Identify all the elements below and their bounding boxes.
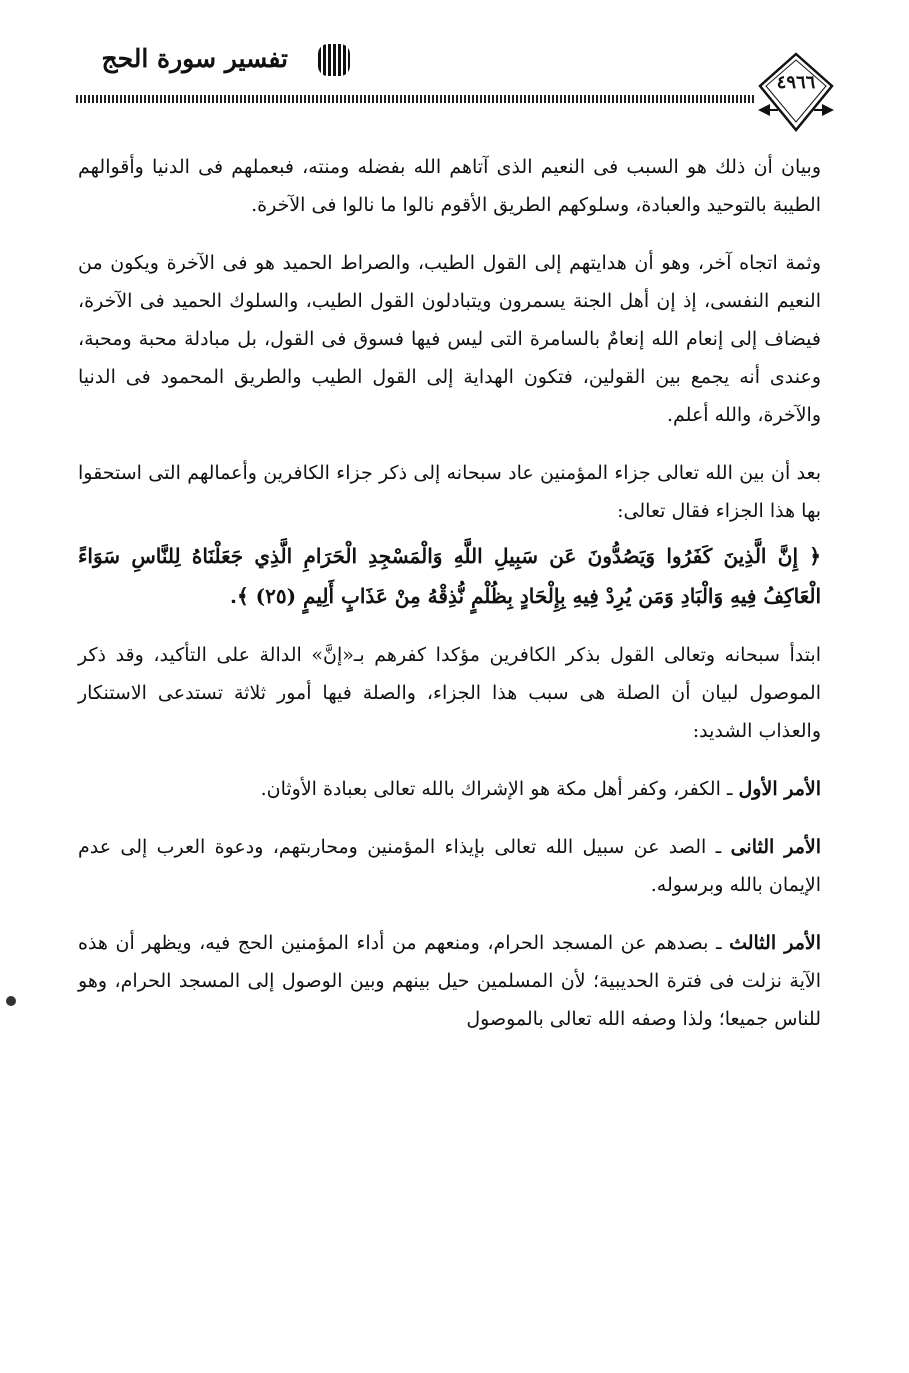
point-term: الأمر الثالث <box>729 932 821 954</box>
paragraph: وبيان أن ذلك هو السبب فى النعيم الذى آتاهم الله بفضله ومنته، فبعملهم فى الدنيا وأقوالهم الطيبة بالتوحيد والعبادة، وسلوكهم الطريق الأقوم نالوا ما نالوا فى الآخرة. <box>78 156 821 216</box>
ornament-icon <box>318 44 350 76</box>
quran-verse: ﴿ إِنَّ الَّذِينَ كَفَرُوا وَيَصُدُّونَ عَن سَبِيلِ اللَّهِ وَالْمَسْجِدِ الْحَرَامِ الَّذِي جَعَلْنَاهُ لِلنَّاسِ سَوَاءً الْعَاكِفُ فِيهِ وَالْبَادِ وَمَن يُرِدْ فِيهِ بِإِلْحَادٍ بِظُلْمٍ نُّذِقْهُ مِنْ عَذَابٍ أَلِيمٍ (٢٥) ﴾. <box>78 544 821 608</box>
list-item <box>78 828 821 904</box>
point-text: ـ الصد عن سبيل الله تعالى بإيذاء المؤمنين ومحاربتهم، ودعوة العرب إلى عدم الإيمان بالله وبرسوله. <box>78 836 821 896</box>
page-badge-icon <box>756 50 836 136</box>
page-body <box>78 148 821 1058</box>
point-text: ـ الكفر، وكفر أهل مكة هو الإشراك بالله تعالى بعبادة الأوثان. <box>260 778 739 800</box>
point-term: الأمر الثانى <box>730 836 822 858</box>
paragraph: ابتدأ سبحانه وتعالى القول بذكر الكافرين مؤكدا كفرهم بـ«إنَّ» الدالة على التأكيد، وقد ذكر الموصول لبيان أن الصلة هى سبب هذا الجزاء، والصلة فيها أمور ثلاثة تستدعى الاستنكار والعذاب الشديد: <box>78 644 821 742</box>
point-term: الأمر الأول <box>738 778 821 800</box>
paragraph: بعد أن بين الله تعالى جزاء المؤمنين عاد سبحانه إلى ذكر جزاء الكافرين وأعمالهم التى استحقوا بها هذا الجزاء فقال تعالى: <box>78 462 821 522</box>
point-text: ـ بصدهم عن المسجد الحرام، ومنعهم من أداء المؤمنين الحج فيه، ويظهر أن هذه الآية نزلت فى فترة الحديبية؛ لأن المسلمين حيل بينهم وبين الوصول إلى المسجد الحرام، وهو للناس جميعا؛ ولذا وصفه الله تعالى بالموصول <box>78 932 821 1030</box>
list-item <box>78 924 821 1038</box>
list-item <box>78 770 821 808</box>
page-number: ٤٩٦٦ <box>776 72 816 93</box>
header-rule <box>76 95 756 103</box>
running-title: تفسير سورة الحج <box>101 44 288 73</box>
paragraph: وثمة اتجاه آخر، وهو أن هدايتهم إلى القول الطيب، والصراط الحميد هو فى الآخرة ويكون من النعيم النفسى، إذ إن أهل الجنة يسمرون ويتبادلون القول الطيب، والسلوك الحميد فى الآخرة، فيضاف إلى إنعام الله إنعامٌ بالسامرة التى ليس فيها فسوق فى القول، بل مبادلة محبة ومحبة، وعندى أنه يجمع بين القولين، فتكون الهداية إلى القول الطيب والطريق المحمود فى الدنيا والآخرة، والله أعلم. <box>78 252 821 426</box>
page-header <box>0 0 909 140</box>
margin-mark <box>6 996 16 1006</box>
